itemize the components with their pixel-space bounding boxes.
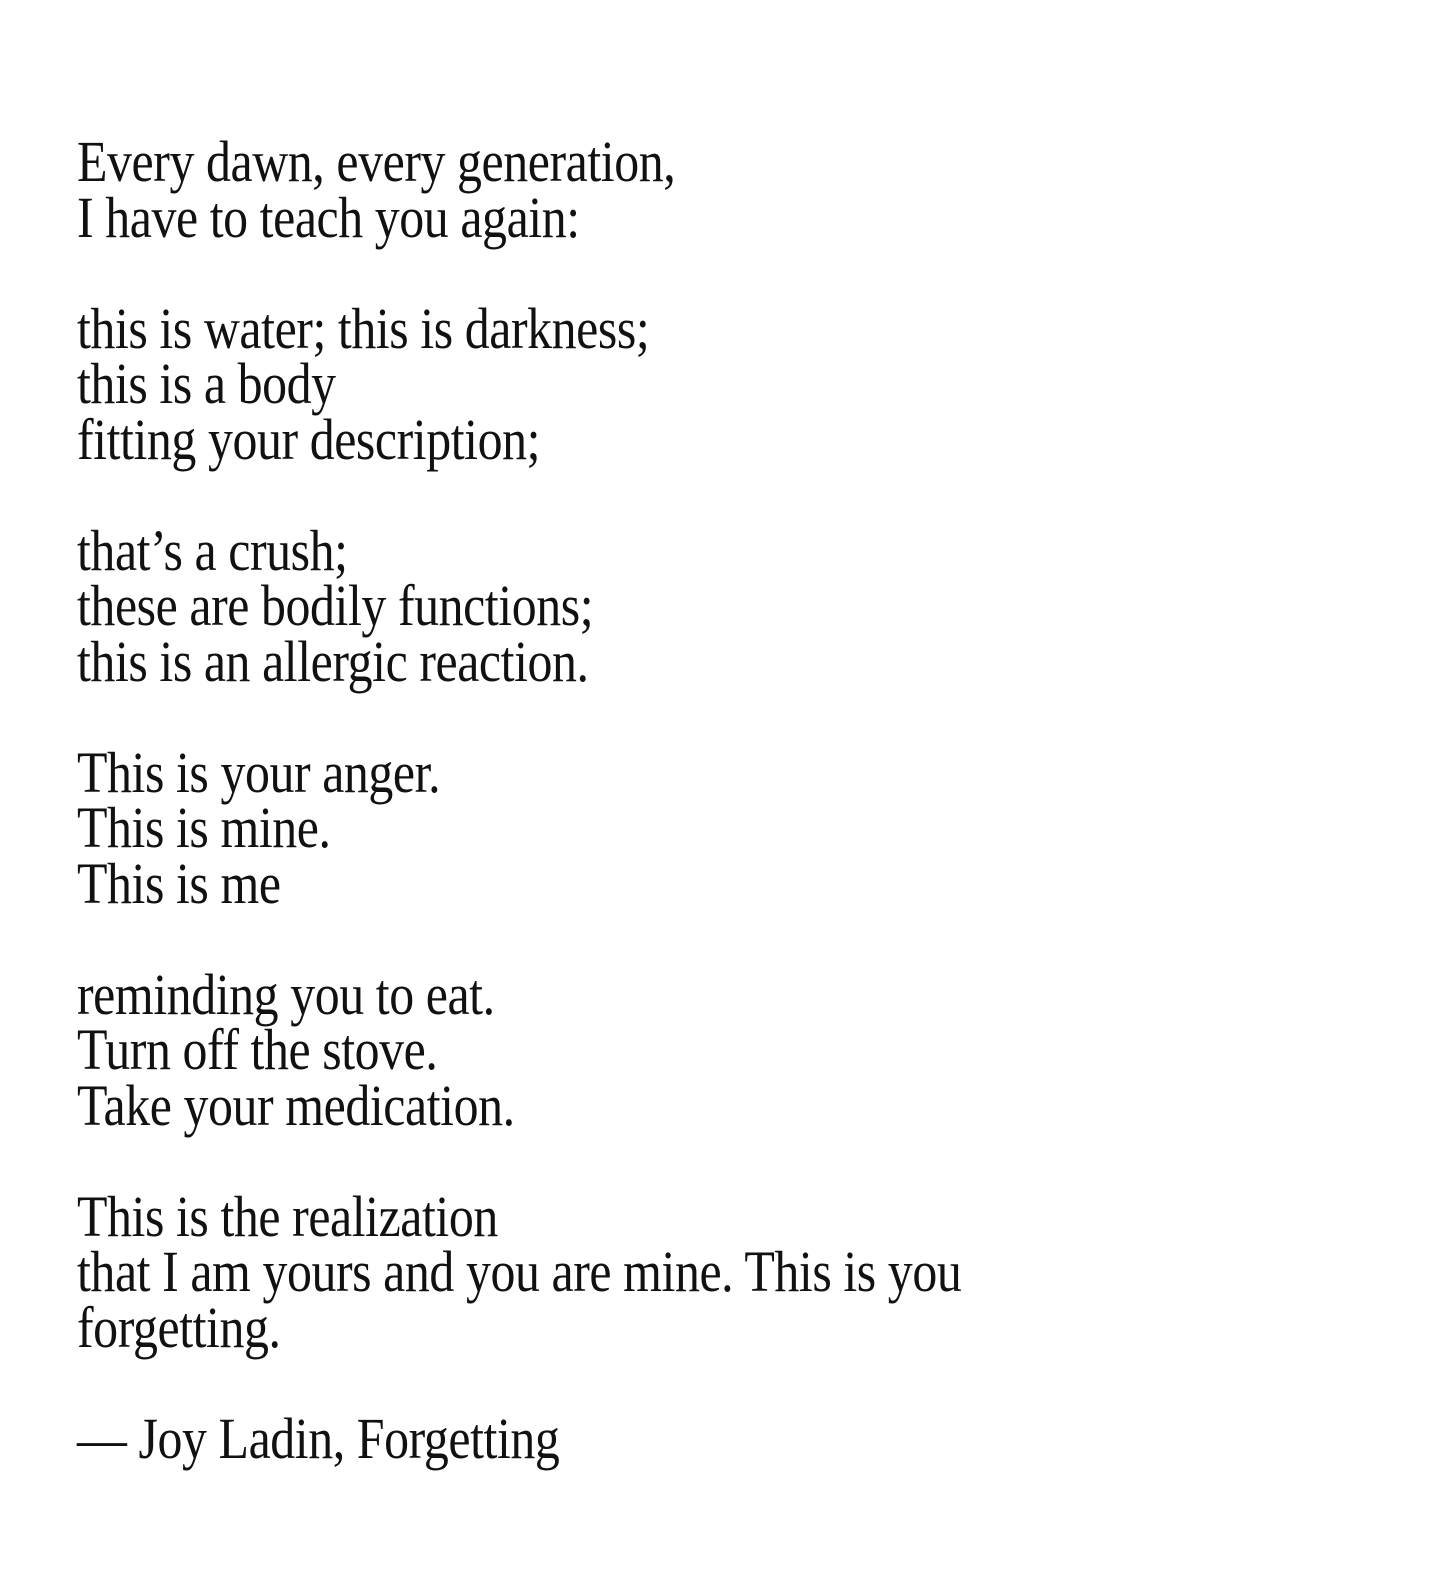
poem-line: that I am yours and you are mine. This is you <box>77 1239 962 1304</box>
poem-line: this is a body <box>77 351 336 416</box>
stanza-2 <box>77 295 1417 472</box>
attribution <box>77 1405 1417 1471</box>
poem-line: I have to teach you again: <box>77 184 580 250</box>
stanza-1 <box>77 129 1417 250</box>
poem-line: Turn off the stove. <box>77 1017 438 1082</box>
poem-line: This is me <box>77 850 281 916</box>
stanza-6 <box>77 1183 1417 1360</box>
poem-line: this is an allergic reaction. <box>77 628 589 694</box>
poem-line: this is water; this is darkness; <box>77 295 650 361</box>
poem-line: This is mine. <box>77 795 331 860</box>
poem-line: that’s a crush; <box>77 517 348 583</box>
poem-line: Every dawn, every generation, <box>77 129 676 194</box>
poem-line: fitting your description; <box>77 406 541 472</box>
poem-line: reminding you to eat. <box>77 961 495 1027</box>
attribution-line: — Joy Ladin, Forgetting <box>77 1405 560 1471</box>
stanza-4 <box>77 739 1417 916</box>
poem <box>77 129 1417 1522</box>
poem-line: Take your medication. <box>77 1072 515 1138</box>
poem-line: This is the realization <box>77 1183 498 1249</box>
poem-line: these are bodily functions; <box>77 573 594 638</box>
stanza-3 <box>77 517 1417 694</box>
poem-line: This is your anger. <box>77 739 441 805</box>
poem-line: forgetting. <box>77 1294 281 1360</box>
stanza-5 <box>77 961 1417 1138</box>
